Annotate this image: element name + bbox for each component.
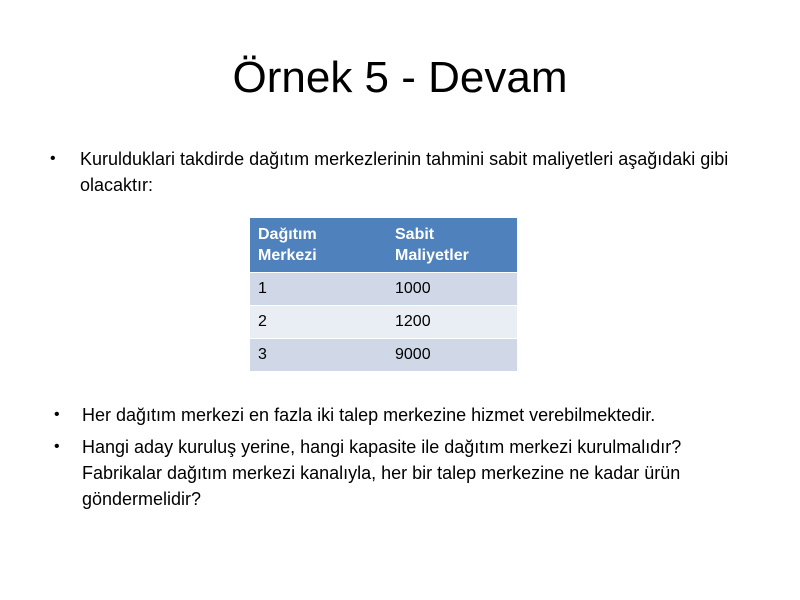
intro-bullet-text: Kurulduklari takdirde dağıtım merkezlerinin tahmini sabit maliyetleri aşağıdaki gibi olacaktır: xyxy=(80,149,729,195)
bullet-dot-icon: • xyxy=(50,150,56,167)
bullet-dot-icon: • xyxy=(54,438,60,455)
notes-bullet-text: Hangi aday kuruluş yerine, hangi kapasite ile dağıtım merkezi kurulmalıdır? Fabrikalar dağıtım merkezi kanalıyla, her bir talep merkezine ne kadar ürün göndermelidir? xyxy=(82,437,682,509)
fixed-cost-table xyxy=(250,218,517,371)
table-row xyxy=(250,339,517,372)
bullet-dot-icon: • xyxy=(54,406,60,423)
table-header-row xyxy=(250,218,517,273)
notes-bullet-item xyxy=(54,434,754,512)
slide-title: Örnek 5 - Devam xyxy=(232,53,568,102)
notes-bullet-list xyxy=(54,402,754,518)
cell-center-id: 2 xyxy=(250,306,383,339)
cell-center-id: 1 xyxy=(250,273,383,306)
intro-bullet-list xyxy=(50,146,770,198)
cell-fixed-cost: 1000 xyxy=(383,273,517,306)
notes-bullet-item xyxy=(54,402,754,428)
cell-center-id: 3 xyxy=(250,339,383,372)
intro-bullet-item xyxy=(50,146,770,198)
header-distribution-center: Dağıtım Merkezi xyxy=(250,218,383,273)
notes-bullet-text: Her dağıtım merkezi en fazla iki talep merkezine hizmet verebilmektedir. xyxy=(82,405,656,425)
table-row xyxy=(250,306,517,339)
cell-fixed-cost: 1200 xyxy=(383,306,517,339)
table-row xyxy=(250,273,517,306)
cell-fixed-cost: 9000 xyxy=(383,339,517,372)
header-fixed-cost: Sabit Maliyetler xyxy=(383,218,517,273)
